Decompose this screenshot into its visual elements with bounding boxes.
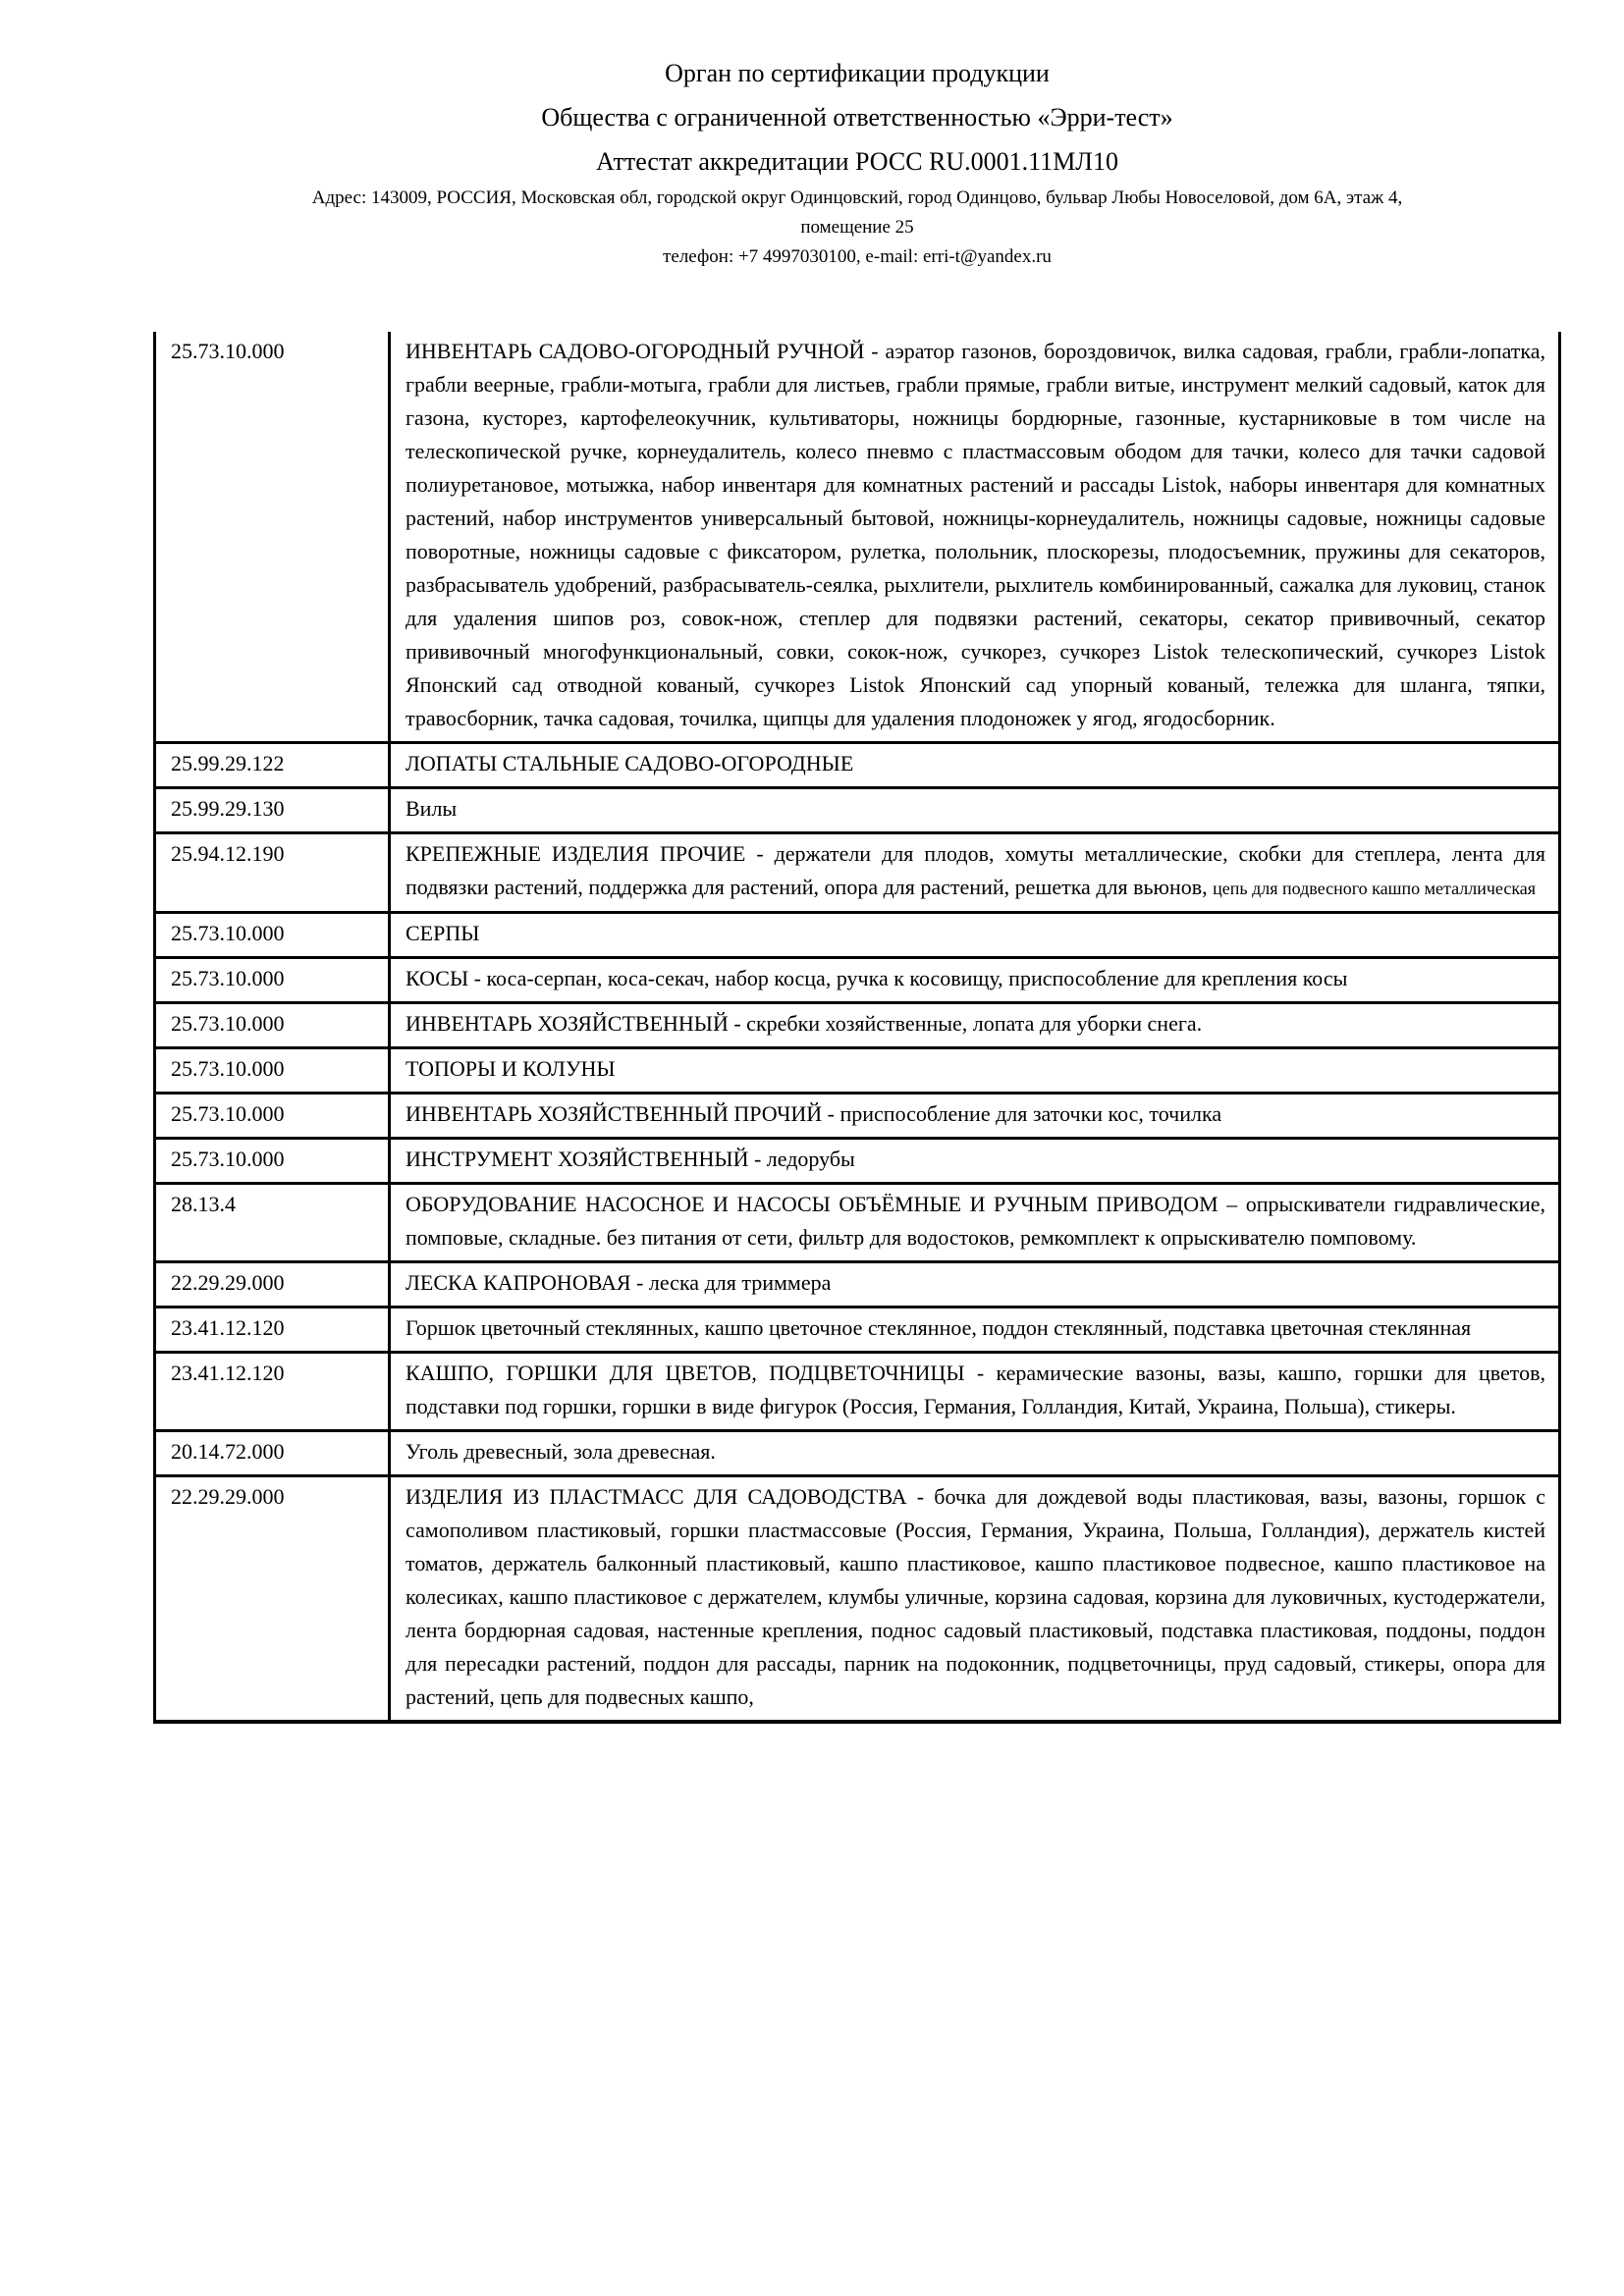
row-description — [391, 959, 1558, 1001]
description-segment: ЛОПАТЫ СТАЛЬНЫЕ САДОВО-ОГОРОДНЫЕ — [406, 751, 854, 775]
row-code: 25.73.10.000 — [156, 1140, 391, 1182]
description-segment: ОБОРУДОВАНИЕ НАСОСНОЕ И НАСОСЫ ОБЪЁМНЫЕ И РУЧНЫМ ПРИВОДОМ – опрыскиватели гидравлические, помповые, складные. без питания от сети, фильтр для водостоков, ремкомплект к опрыскивателю помповому. — [406, 1192, 1545, 1250]
description-segment: ЛЕСКА КАПРОНОВАЯ - леска для триммера — [406, 1270, 832, 1295]
row-code: 25.73.10.000 — [156, 1049, 391, 1092]
description-segment: КРЕПЕЖНЫЕ ИЗДЕЛИЯ ПРОЧИЕ - держатели для плодов, хомуты металлические, скобки для степлера, лента для подвязки растений, поддержка для растений, опора для растений, решетка для вьюнов, — [406, 841, 1545, 899]
description-segment: СЕРПЫ — [406, 921, 480, 945]
table-row — [156, 1182, 1558, 1260]
table-row — [156, 1351, 1558, 1429]
description-segment: Уголь древесный, зола древесная. — [406, 1439, 716, 1464]
description-segment: Горшок цветочный стеклянных, кашпо цветочное стеклянное, поддон стеклянный, подставка цветочная стеклянная — [406, 1315, 1472, 1340]
description-segment: ИНВЕНТАРЬ ХОЗЯЙСТВЕННЫЙ - скребки хозяйственные, лопата для уборки снега. — [406, 1011, 1203, 1036]
description-segment: Вилы — [406, 796, 458, 821]
description-segment: ИЗДЕЛИЯ ИЗ ПЛАСТМАСС ДЛЯ САДОВОДСТВА - бочка для дождевой воды пластиковая, вазы, вазоны, горшок с самополивом пластиковый, горшки пластмассовые (Россия, Германия, Украина, Польша, Голландия), держатель кистей томатов, держатель балконный пластиковый, кашпо пластиковое, кашпо пластиковое подвесное, кашпо пластиковое на колесиках, кашпо пластиковое с держателем, клумбы уличные, корзина садовая, корзина для луковичных, кустодержатели, лента бордюрная садовая, настенные крепления, поднос садовый пластиковый, подставка пластиковая, поддоны, поддон для пересадки растений, поддон для рассады, парник на подоконник, подцветочницы, пруд садовый, стикеры, опора для растений, цепь для подвесных кашпо, — [406, 1484, 1545, 1709]
description-segment: КАШПО, ГОРШКИ ДЛЯ ЦВЕТОВ, ПОДЦВЕТОЧНИЦЫ - керамические вазоны, вазы, кашпо, горшки для цветов, подставки под горшки, горшки в виде фигурок (Россия, Германия, Голландия, Китай, Украина, Польша), стикеры. — [406, 1361, 1545, 1418]
description-segment: ИНВЕНТАРЬ ХОЗЯЙСТВЕННЫЙ ПРОЧИЙ - приспособление для заточки кос, точилка — [406, 1101, 1222, 1126]
table-row — [156, 1137, 1558, 1182]
row-code: 28.13.4 — [156, 1185, 391, 1260]
table-row — [156, 332, 1558, 741]
document-header — [153, 51, 1561, 272]
row-description — [391, 834, 1558, 911]
row-description — [391, 332, 1558, 741]
row-description — [391, 744, 1558, 786]
row-code: 25.73.10.000 — [156, 959, 391, 1001]
row-code: 25.94.12.190 — [156, 834, 391, 911]
header-accreditation: Аттестат аккредитации РОСС RU.0001.11МЛ10 — [596, 147, 1118, 176]
table-row — [156, 911, 1558, 956]
description-segment: ИНВЕНТАРЬ САДОВО-ОГОРОДНЫЙ РУЧНОЙ - аэратор газонов, бороздовичок, вилка садовая, грабли, грабли-лопатка, грабли веерные, грабли-мотыга, грабли для листьев, грабли прямые, грабли витые, инструмент мелкий садовый, каток для газона, кусторез, картофелеокучник, культиваторы, ножницы бордюрные, газонные, кустарниковые в том числе на телескопической ручке, корнеудалитель, колесо пневмо с пластмассовым ободом для тачки, колесо для тачки садовой полиуретановое, мотыжка, набор инвентаря для комнатных растений и рассады Listok, наборы инвентаря для комнатных растений, набор инструментов универсальный бытовой, ножницы-корнеудалитель, ножницы садовые, ножницы садовые поворотные, ножницы садовые с фиксатором, рулетка, полольник, плоскорезы, плодосъемник, пружины для секаторов, разбрасыватель удобрений, разбрасыватель-сеялка, рыхлители, рыхлитель комбинированный, сажалка для луковиц, станок для удаления шипов роз, совок-нож, степлер для подвязки растений, секаторы, секатор прививочный, секатор прививочный многофункциональный, совки, сокок-нож, сучкорез, сучкорез Listok телескопический, сучкорез Listok Японский сад отводной кованый, сучкорез Listok Японский сад упорный кованый, тележка для шланга, тяпки, травосборник, тачка садовая, точилка, щипцы для удаления плодоножек у ягод, ягодосборник. — [406, 339, 1545, 730]
table-row — [156, 1260, 1558, 1306]
row-description — [391, 1095, 1558, 1137]
description-segment: КОСЫ - коса-серпан, коса-секач, набор косца, ручка к косовищу, приспособление для крепления косы — [406, 966, 1348, 990]
row-description — [391, 1140, 1558, 1182]
row-description — [391, 1049, 1558, 1092]
row-code: 23.41.12.120 — [156, 1308, 391, 1351]
row-description — [391, 1354, 1558, 1429]
table-row — [156, 831, 1558, 911]
row-code: 22.29.29.000 — [156, 1477, 391, 1720]
row-description — [391, 1308, 1558, 1351]
row-code: 25.73.10.000 — [156, 1004, 391, 1046]
description-segment: ТОПОРЫ И КОЛУНЫ — [406, 1056, 616, 1081]
description-segment: цепь для подвесного кашпо металлическая — [1213, 879, 1537, 898]
row-code: 25.99.29.122 — [156, 744, 391, 786]
table-row — [156, 1474, 1558, 1720]
header-address-line-1: Адрес: 143009, РОССИЯ, Московская обл, городской округ Одинцовский, город Одинцово, бульвар Любы Новоселовой, дом 6А, этаж 4, — [311, 187, 1403, 208]
table-row — [156, 1306, 1558, 1351]
table-row — [156, 1092, 1558, 1137]
row-description — [391, 1263, 1558, 1306]
table-row — [156, 741, 1558, 786]
row-description — [391, 1477, 1558, 1720]
row-code: 22.29.29.000 — [156, 1263, 391, 1306]
header-org-name: Общества с ограниченной ответственностью «Эрри-тест» — [541, 103, 1173, 132]
row-code: 20.14.72.000 — [156, 1432, 391, 1474]
row-code: 25.99.29.130 — [156, 789, 391, 831]
products-table — [153, 332, 1561, 1724]
row-code: 25.73.10.000 — [156, 1095, 391, 1137]
row-description — [391, 1004, 1558, 1046]
row-code: 25.73.10.000 — [156, 332, 391, 741]
row-description — [391, 914, 1558, 956]
table-row — [156, 786, 1558, 831]
table-row — [156, 956, 1558, 1001]
header-address-line-2: помещение 25 — [800, 217, 914, 238]
header-contact: телефон: +7 4997030100, e-mail: erri-t@yandex.ru — [663, 246, 1052, 267]
description-segment: ИНСТРУМЕНТ ХОЗЯЙСТВЕННЫЙ - ледорубы — [406, 1147, 855, 1171]
row-description — [391, 1185, 1558, 1260]
table-row — [156, 1046, 1558, 1092]
header-org-type: Орган по сертификации продукции — [665, 59, 1050, 87]
table-row — [156, 1001, 1558, 1046]
row-description — [391, 1432, 1558, 1474]
table-row — [156, 1429, 1558, 1474]
row-description — [391, 789, 1558, 831]
row-code: 23.41.12.120 — [156, 1354, 391, 1429]
row-code: 25.73.10.000 — [156, 914, 391, 956]
